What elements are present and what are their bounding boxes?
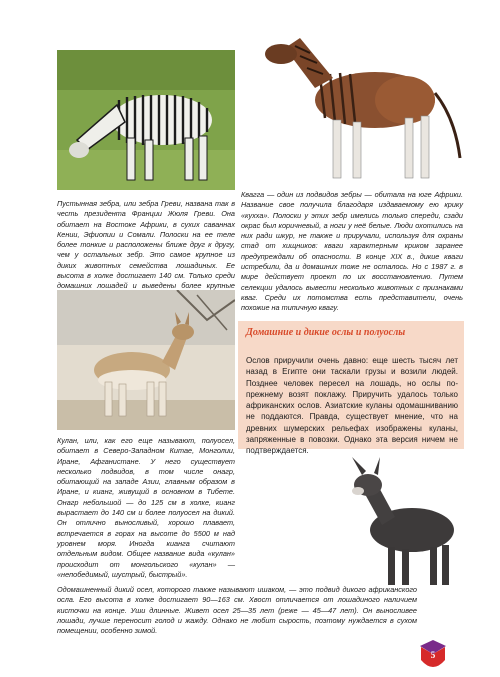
quagga-illustration: [255, 28, 470, 188]
grevy-zebra-caption: Пустынная зебра, или зебра Греви, названа так в честь президента Франции Жюля Греви. Она обитает на Востоке Африки, в сухих саваннах Кении, Эфиопии и Сомали. Полоски на ее теле более тонкие и расположены ближе друг к другу, чем у остальных зебр. Это самое крупное из диких животных семейства лошадиных. Ее высота в холке достигает 140 см. Только среди домашних лошадей и выведены более крупные: [57, 199, 235, 291]
box-title: Домашние и дикие ослы и полуослы: [246, 327, 406, 338]
page-number-badge: [418, 640, 448, 672]
page-number: 5: [430, 650, 436, 660]
kulan-caption: Кулан, или, как его еще называют, полуосел, обитает в Северо-Западном Китае, Монголии, Иране, Афганистане. У него существует несколько подвидов, в том числе онагр, обитающий на западе Азии, главным образом в Иране, и кианг, живущий в основном в Тибете. Онагр небольшой — до 125 см в холке, кианг вырастает до 140 см и более полуосел на дикий. Он отлично выносливый, хорошо плавает, встречается в горах на высоте до 5500 м над уровнем моря. Иногда киангa считают отдельным видом. Общее название вида «кулан» происходит от монгольского «кулан» — «непобедимый, шустрый, быстрый».: [57, 436, 235, 579]
grevy-zebra-photo: [57, 50, 235, 190]
wild-ass-caption: Одомашненный дикий осел, которого также называют ишаком, — это подвид дикого африканского осла. Его высота в холке достигает 90—163 см. Хвост отличается от лошадиного наличием кисточки на конце. Уши длинные. Живет осел 25—35 лет (реже — 45—47 лет). Он выносливее лошади, лучше переносит голод и жажду. Однако не любит сырость, поэтому нуждается в сухом помещении, особенно зимой.: [57, 585, 417, 636]
quagga-caption: Квагга — один из подвидов зебры — обитала на юге Африки. Название свое получила благодаря издаваемому ею крику «кухха». Полоски у этих зебр имелись только спереди, сзади окрас был коричневый, а ноги у неё белые. Люди охотились на них ради шкур, не также и приручали, используя для охраны стад от хищников: кваги характерным криком заранее предупреждали об опасности. В конце XIX в., дикие кваги истребили, да и домашних тоже не осталось. Но с 1987 г. в мире действует проект по их восстановлению. Путем селекции удалось вывести несколько животных с признаками кваг. Среди их потомства есть представители, очень похожие на типичную квагу.: [241, 190, 463, 313]
donkey-photo: [340, 455, 465, 595]
kulan-photo: [57, 290, 235, 430]
box-text: Ослов приручили очень давно: еще шесть тысяч лет назад в Египте они таскали грузы и возили людей. Позднее человек пересел на лошадь, но ослы по-прежнему возят поклажу. Приручить удалось только африканских ослов. Азиатские куланы одомашниванию не поддаются. Правда, существует мнение, что на древних шумерских рельефах изображены куланы, запряженные в повозки. Однако эта версия ничем не подтверждается.: [246, 356, 458, 456]
highlight-box: [238, 321, 464, 456]
